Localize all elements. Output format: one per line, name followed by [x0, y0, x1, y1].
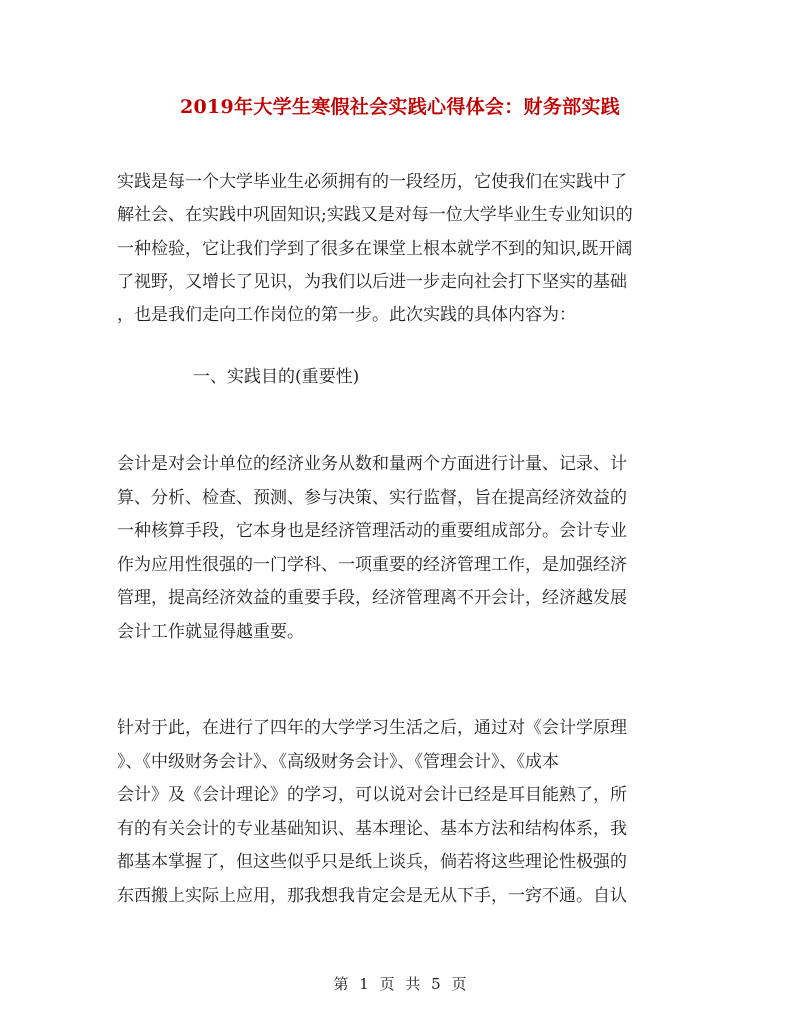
- paragraph-3-line: 针对于此，在进行了四年的大学学习生活之后，通过对《会计学原理: [117, 718, 627, 738]
- paragraph-3-line: 东西搬上实际上应用，那我想我肯定会是无从下手，一窍不通。自认: [117, 886, 627, 906]
- document-title: 2019年大学生寒假社会实践心得体会：财务部实践: [179, 96, 621, 118]
- paragraph-1-line: 解社会、在实践中巩固知识;实践又是对每一位大学毕业生专业知识的: [117, 205, 633, 225]
- paragraph-2-line: 算、分析、检查、预测、参与决策、实行监督，旨在提高经济效益的: [117, 488, 627, 508]
- paragraph-2-line: 会计是对会计单位的经济业务从数和量两个方面进行计量、记录、计: [117, 454, 627, 474]
- paragraph-3-line: 》、《中级财务会计》、《高级财务会计》、《管理会计》、《成本: [117, 752, 559, 772]
- section-heading: 一、实践目的(重要性): [193, 367, 360, 387]
- paragraph-1-line: 了视野，又增长了见识，为我们以后进一步走向社会打下坚实的基础: [117, 272, 627, 292]
- paragraph-2-line: 一种核算手段，它本身也是经济管理活动的重要组成部分。会计专业: [117, 521, 627, 541]
- paragraph-3-line: 会计》及《会计理论》的学习，可以说对会计已经是耳目能熟了，所: [117, 785, 627, 805]
- paragraph-2-line: 管理，提高经济效益的重要手段，经济管理离不开会计，经济越发展: [117, 588, 627, 608]
- paragraph-3-line: 都基本掌握了，但这些似乎只是纸上谈兵，倘若将这些理论性极强的: [117, 852, 627, 872]
- paragraph-1-line: 实践是每一个大学毕业生必须拥有的一段经历，它使我们在实践中了: [117, 172, 627, 192]
- page-number-footer: 第 1 页 共 5 页: [333, 975, 467, 993]
- paragraph-1-line: ，也是我们走向工作岗位的第一步。此次实践的具体内容为：: [117, 305, 576, 325]
- paragraph-2-line: 作为应用性很强的一门学科、一项重要的经济管理工作，是加强经济: [117, 555, 627, 575]
- paragraph-3-line: 有的有关会计的专业基础知识、基本理论、基本方法和结构体系，我: [117, 819, 627, 839]
- paragraph-2-line: 会计工作就显得越重要。: [117, 622, 304, 642]
- paragraph-1-line: 一种检验，它让我们学到了很多在课堂上根本就学不到的知识,既开阔: [117, 239, 633, 259]
